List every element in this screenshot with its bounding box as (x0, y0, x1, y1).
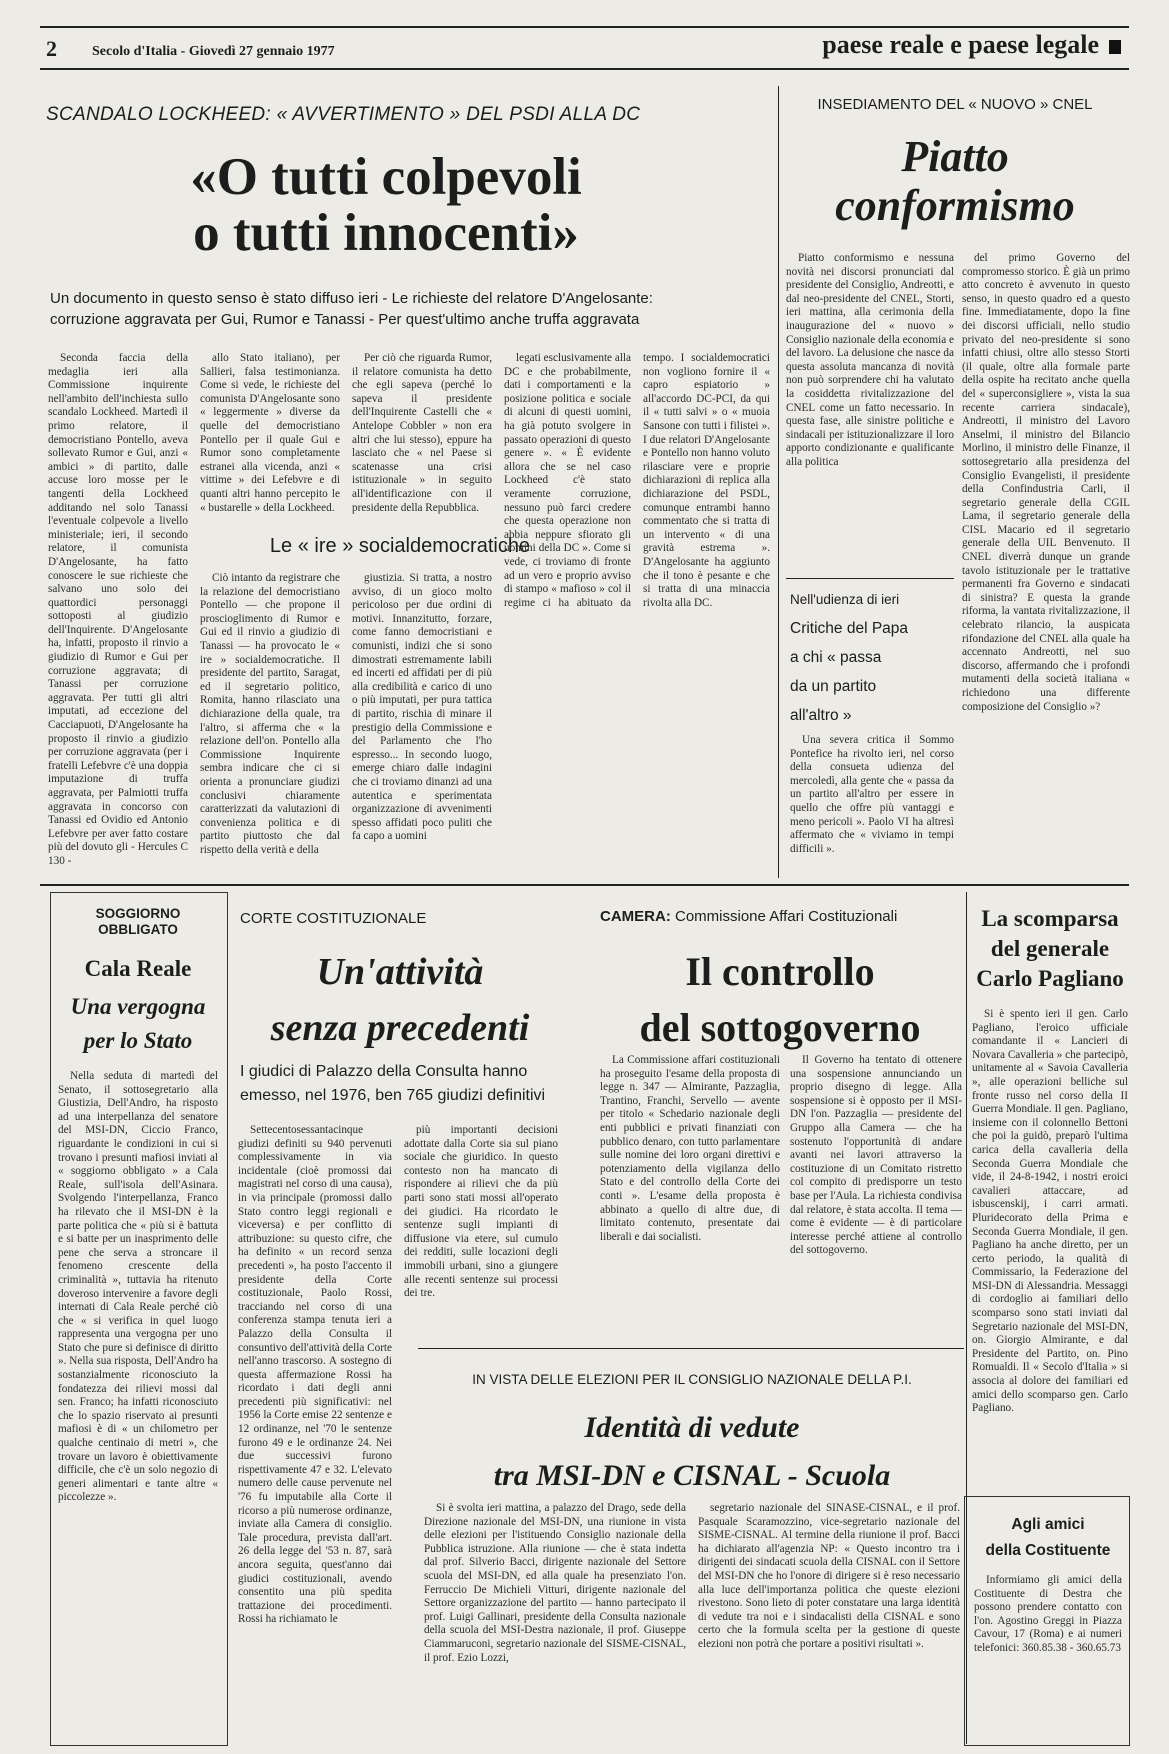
scuola-column-2 (698, 1502, 960, 1746)
cnel-headline-line1: Piatto (901, 132, 1009, 181)
pagliano-title-line2: del generale (990, 936, 1110, 961)
corte-subhead-line2: emesso, nel 1976, ben 765 giudizi definitivi (240, 1087, 546, 1104)
cala-reale-body (58, 1070, 218, 1734)
corte-subhead-line1: I giudici di Palazzo della Consulta hanno (240, 1063, 528, 1080)
papa-top-rule (786, 578, 954, 579)
middle-rule (40, 884, 1129, 886)
corte-column-2-text: più importanti decisioni adottate dalla Corte sia sul piano sociale che giuridico. In questo contesto non ha mancato di rispondere ai rilievi che da più parti sono stati mossi all'operato dei giudici. Ha ricordato le sentenze sugli impianti di diffusione via etere, sul cumulo dei redditi, sulle locazioni degli immobili urbani, sino a giungere alle recenti sentenze sui processi dei tre. (404, 1124, 558, 1300)
papa-title-line2: a chi « passa (790, 649, 882, 666)
lockheed-headline (46, 150, 726, 261)
cala-reale-kicker (54, 906, 222, 938)
scuola-column-1-text: Si è svolta ieri mattina, a palazzo del Drago, sede della Direzione nazionale del MSI-DN, una riunione in vista delle elezioni per l'istituendo Consiglio nazionale della Pubblica istruzione. Alla riunione — che è stata indetta dal prof. Silverio Bacci, dirigente nazionale del Settore scuola del MSI-DN, ed alla quale ha presenziato l'on. Ferruccio De Michieli Vitturi, dirigente nazionale del Settore organizzazione del partito — hanno partecipato il prof. Luigi Gallinari, presidente della Consulta nazionale della scuola del MSI-Destra nazionale, il prof. Giuseppe Ciammaruconi, segretario nazionale del SISME-CISNAL, il prof. Ezio Lozzi, (424, 1502, 686, 1664)
lockheed-column-1-text: Seconda faccia della medaglia ieri alla Commissione inquirente nell'ambito dell'inchiesta sullo scandalo Lockheed. Martedì il primo relatore, il democristiano Pontello, aveva sollevato Rumor e Gui, anzi « ambici » di partito, dalle accuse loro mosse per le tangenti della Lockheed additando nel solo Tanassi l'eventuale colpevole a livello ministeriale; ieri, il secondo relatore, il comunista D'Angelosante, ha fatto conoscere le sue richieste che salvano uno solo dei quattordici personaggi sottoposti al giudizio dell'Inquirente. D'Angelosante ha, infatti, proposto il rinvio a giudizio di Rumor e Gui per corruzione aggravata; di Tanassi per corruzione aggravata. Per tutti gli altri imputati, ad eccezione del Cacciapuoti, D'Angelosante ha proposto il rinvio a giudizio per corruzione aggravata (per i fratelli Lefebvre c'è una doppia imputazione di truffa aggravata, per Palmiotti truffa aggravata in concorso con Tanassi ed Ovidio ed Antonio Lefebvre per aver fatto costare più del dovuto gli - Hercules C 130 - (48, 352, 188, 867)
corte-headline (240, 944, 560, 1056)
papa-body-text: Una severa critica il Sommo Pontefice ha rivolto ieri, nel corso della consueta udienza del mercoledì, alla gente che « passa da un partito all'altro per essere in quello che offre più vantaggi e meno pericoli ». Paolo VI ha altresì affermato che « viviamo in tempi difficili ». (790, 734, 954, 855)
costituente-title-line2: della Costituente (985, 1542, 1111, 1559)
papa-kicker: Nell'udienza di ieri (790, 592, 900, 607)
camera-kicker-label: CAMERA: (600, 908, 671, 925)
scuola-kicker: IN VISTA DELLE ELEZIONI PER IL CONSIGLIO NAZIONALE DELLA P.I. (472, 1372, 912, 1387)
camera-column-1-text: La Commissione affari costituzionali ha proseguito l'esame della proposta di legge n. 347 — Almirante, Pazzaglia, Trantino, Franchi, Servello — avente per titolo « Schedario nazionale degli enti pubblici e privati finanziati con pubblico denaro, con tutto parlamentare sulle nomine dei loro organi direttivi e potenziamento della vigilanza dello Stato e del controllo della Corte dei conti ». L'esame della proposta è abbinato a quello di altre due, di limitato contenuto, presentate dai liberali e dai socialisti. (600, 1054, 780, 1243)
scuola-top-rule (418, 1348, 964, 1349)
section-title-text: paese reale e paese legale (822, 30, 1099, 59)
section-square-icon (1109, 40, 1121, 54)
pagliano-title (970, 904, 1130, 994)
lockheed-column-2b (200, 572, 340, 872)
camera-column-1 (600, 1054, 780, 1340)
cnel-column-2-text: del primo Governo del compromesso storico. È già un primo atto concreto è avvenuto in questo senso, in questo quadro ed a questo fine. Immediatamente, dopo la fine dei discorsi ufficiali, nello studio privato del neo-presidente si sono infatti chiusi, oltre allo stesso Storti (il quale, oltre alla formale parte della ospite ha recitato anche quella del « superconsigliere », vista la sua recente carriera sindacale), Andreotti, il ministro del Lavoro Anselmi, il ministro del Bilancio Morlino, il ministro delle Finanze, il sottosegretario alla presidenza del Consiglio Evangelisti, il presidente della Confindustria Carli, il segretario generale della CGIL Lama, il segretario generale della CISL Macario ed il segretario generale della UIL Benvenuto. Il CNEL diverrà dunque un grande tavolo istituzionale per le trattative permanenti fra Governo e sindacati di sinistra? E questa la grande riforma, la vantata rivitalizzazione, il celebrato rilancio, la auspicata rifondazione del CNEL alla quale ha accennato Andreotti, nel suo discorso, affermando che i profondi mutamenti della società italiana « richiedono una differente composizione del Consiglio »? (962, 252, 1130, 713)
cnel-headline (780, 132, 1130, 231)
top-rule (40, 26, 1129, 28)
costituente-title (970, 1512, 1126, 1564)
lockheed-column-4-text: legati esclusivamente alla DC e che probabilmente, dati i comportamenti e la posizione politica e sociale di alcuni di questi uomini, ha già potuto svolgere in passato operazioni di questo genere ». « È evidente allora che se nel caso Lockheed c'è stato veramente corruzione, nessuno può farci credere che questa operazione non abbia neppure sfiorato gli uomini della DC ». Come si vede, ci troviamo di fronte ad un vero e proprio avviso di stampo « mafioso » col il regime ci ha abituato da tempo. I socialdemocratici non vogliono fornire il « capro espiatorio » all'accordo DC-PCI, da qui il « tutti salvi » o « muoia Sansone con tutti i filistei ». I due relatori D'Angelosante e Pontello non hanno voluto rilasciare vere e proprie dichiarazioni di replica alla dichiarazione del PSDL, comunque entrambi hanno commentato che si tratta di un intervento « di una gravità estrema ». D'Angelosante ha aggiunto che il tono è pesante e che si tratta di una minaccia rivolta alla DC. (504, 352, 770, 609)
corte-column-1-text: Settecentosessantacinque giudizi definiti su 940 pervenuti complessivamente in via incidentale (cioè promossi dai magistrati nel corso di una causa), in via principale (promossi dallo Stato contro leggi regionali e viceversa) e per conflitto di attribuzione: su questo cifre, che ha definito « un record senza precedenti », ha posto l'accento il presidente della Corte costituzionale, Paolo Rossi, tracciando nel corso di una conferenza stampa tenuta ieri a Palazzo della Consulta il consuntivo dell'attività della Corte nell'anno trascorso. A sostegno di questa affermazione Rossi ha ricordato i dati degli anni precedenti più significativi: nel 1956 la Corte emise 22 sentenze e 12 ordinanze, nel '70 le sentenze furono 49 e le ordinanze 24. Nei due successivi furono rispettivamente 47 e 32. L'elevato numero delle cause pervenute nel '76 fu imputabile alla Corte il ricorso a più numerose ordinanze, inviate alla Camera di consiglio. Tale procedura, prevista dall'art. 26 della legge del '53 n. 87, sarà ancora seguita, quest'anno dai giudici costituzionali, avendo consentito una più spedita trattazione dei procedimenti. Rossi ha richiamato le (238, 1124, 392, 1626)
lockheed-column-3b (352, 572, 492, 872)
cala-reale-subtitle-line1: Una vergogna (70, 994, 206, 1019)
papa-title-line1: Critiche del Papa (790, 620, 909, 637)
papa-title-line4: all'altro » (790, 707, 852, 724)
lockheed-column-3a (352, 352, 492, 530)
lockheed-subsection-title: Le « ire » socialdemocratiche (269, 535, 531, 557)
scuola-column-2-text: segretario nazionale del SINASE-CISNAL, e il prof. Pasquale Scaramozzino, vice-segretario nazionale del SISME-CISNAL. Al termine della riunione il prof. Bacci ha dichiarato all'agenzia NP: « Questo incontro tra i dirigenti dei sindacati scuola della CISNAL con il Settore del MSI-DN che ho l'onore di dirigere si è reso necessario alla luce dell'importanza politica che queste elezioni rivestono. Sono lieto di poter constatare una larga identità di vedute tra noi e i sindacalisti della CISNAL e sono certo che la formula scelta per la gestione di queste elezioni non potrà che portare a positivi risultati ». (698, 1502, 960, 1650)
cnel-column-1 (786, 252, 954, 572)
page-number: 2 (46, 36, 57, 61)
papa-title-line3: da un partito (790, 678, 877, 695)
scuola-headline-line1: Identità di vedute (584, 1411, 800, 1444)
lockheed-column-2a (200, 352, 340, 530)
corte-column-2 (404, 1124, 558, 1336)
camera-headline-line1: Il controllo (685, 949, 875, 994)
pagliano-body (972, 1008, 1128, 1484)
cala-reale-kicker-line2: OBBLIGATO (98, 922, 178, 937)
costituente-body (974, 1574, 1122, 1734)
camera-headline-line2: del sottogoverno (639, 1005, 921, 1050)
lockheed-column-2a-text: allo Stato italiano), per Sallieri, falsa testimonianza. Come si vede, le richieste del comunista D'Angelosante sono « leggermente » diverse da quelle del democristiano Pontello per il quale Gui e Rumor sono completamente estranei alla vicenda, anzi « vittime » dei Lefebvre e di quanti altri hanno percepito le « bustarelle » della Lockheed. (200, 352, 340, 514)
corte-kicker: CORTE COSTITUZIONALE (240, 910, 427, 927)
section-title (822, 30, 1121, 60)
pagliano-body-text: Si è spento ieri il gen. Carlo Pagliano, l'eroico ufficiale comandante il « Lancieri di Novara Cavalleria » che partecipò, unitamente al « Savoia Cavalleria », alle operazioni belliche sul fronte russo nel corso della II Guerra Mondiale. Il gen. Pagliano, insieme con il colonnello Bettoni che poi la guidò, preparò l'ultima carica della cavalleria della Seconda Guerra Mondiale che vide, il 24-8-1942, i nostri eroici cavalieri attaccare, ad isbuscenskij, i carri armati. Pluridecorato della Prima e Seconda Guerra Mondiale, il gen. Pagliano ha anche diretto, per un certo periodo, la qualità di Commissario, la Federazione del MSI-DN di Alessandria. Messaggi di cordoglio ai familiari dello scomparso sono stati inviati dal Segretario nazionale del MSI-DN, on. Giorgio Almirante, e dal Presidente del Partito, on. Pino Romualdi. Il « Secolo d'Italia » si associa al dolore dei familiari ed amici dello scomparso gen. Carlo Pagliano. (972, 1008, 1128, 1415)
cnel-column-1-text: Piatto conformismo e nessuna novità nei discorsi pronunciati dal presidente del Consiglio, Andreotti, e dal neo-presidente del CNEL, Storti, ieri mattina, alla cerimonia della inaugurazione del « nuovo » Consiglio nazionale della economia e del lavoro. La delusione che nasce da questa assoluta mancanza di novità non può sorprendere chi ha valutato la cosiddetta rivitalizzazione del CNEL come un fatto necessario. In questa fase, alle sinistre politiche e sindacali per istituzionalizzare il loro apporto condizionante e qualificante alla politica (786, 252, 954, 468)
newspaper-dateline: Secolo d'Italia - Giovedì 27 gennaio 1977 (92, 44, 335, 59)
lockheed-column-2b-text: Ciò intanto da registrare che la relazione del democristiano Pontello — che propone il proscioglimento di Rumor e Gui ed il rinvio a giudizio di Tanassi — ha provocato le « ire » socialdemocratiche. Il presidente del partito, Saragat, ed il segretario politico, Romita, hanno rilasciato una dichiarazione della quale, tra l'altro, si afferma che « la relazione dell'on. Pontello alla Commissione Inquirente sembra indicare che ci si orienta a pronunciare giudizi conclusivi chiaramente caratterizzati da valutazioni di convenienza politica e di partito piuttosto che dal rispetto della verità e della (200, 572, 340, 856)
lockheed-column-3b-text: giustizia. Si tratta, a nostro avviso, di un gioco molto pericoloso per due ordini di motivi. Innanzitutto, forzare, come fanno democristiani e comunisti, indizi che si sono dimostrati estremamente labili ed incerti ed affidati per di più alla credibilità e carico di uno o più imputati, per pura tattica di partito, rischia di minare il prestigio della Commissione e del Parlamento che l'ho espresso... In secondo luogo, emerge chiaro dalle indagini che ci troviamo dinanzi ad una autentica e sperimentata organizzazione di avvenimenti spesso affidati poco puliti che fa capo a uomini (352, 572, 492, 843)
corte-subhead (240, 1060, 560, 1108)
cala-reale-subtitle (54, 990, 222, 1058)
cnel-kicker: INSEDIAMENTO DEL « NUOVO » CNEL (817, 96, 1093, 113)
lockheed-kicker: SCANDALO LOCKHEED: « AVVERTIMENTO » DEL PSDI ALLA DC (46, 104, 641, 125)
corte-headline-line2: senza precedenti (270, 1007, 530, 1049)
lockheed-column-3a-text: Per ciò che riguarda Rumor, il relatore comunista ha detto che egli sapeva (perché lo sapeva il presidente dell'Inquirente Castelli che « Antelope Cobbler » non era altri che lui stesso), eppure ha lasciato che « nel Paese si scatenasse una crisi istituzionale » in seguito all'identificazione con il presidente della Repubblica. (352, 352, 492, 514)
camera-kicker-rest: Commissione Affari Costituzionali (675, 908, 898, 925)
cala-reale-kicker-line1: SOGGIORNO (95, 906, 181, 921)
lockheed-subhead (50, 288, 770, 330)
costituente-body-text: Informiamo gli amici della Costituente di Destra che possono prendere contatto con l'on. Agostino Greggi in Piazza Cavour, 17 (Roma) e ai numeri telefonici: 360.85.38 - 360.65.73 (974, 1574, 1122, 1654)
camera-kicker (600, 908, 960, 925)
masthead-rule (40, 68, 1129, 70)
cnel-headline-line2: conformismo (835, 181, 1075, 231)
lockheed-headline-line1: «O tutti colpevoli (190, 148, 582, 206)
cala-reale-body-text: Nella seduta di martedì del Senato, il sottosegretario alla Giustizia, Dell'Andro, ha risposto ad una interpellanza del senatore del MSI-DN, Ciccio Franco, riguardante le condizioni in cui si trovano i presunti mafiosi inviati al « soggiorno obbligato » a Cala Reale, sull'isola dell'Asinara. Svolgendo l'interpellanza, Franco ha rilevato che il MSI-DN è la parte politica che « più si è battuta e si batte per un inasprimento delle pene che serva a stroncare il fenomeno crescente della criminalità », tuttavia ha ritenuto doveroso intervenire a favore degli internati di Cala Reale perché ciò che « si verifica in quel luogo rappresenta una vergogna per uno Stato che pure si definisce di diritto ». Nella sua risposta, Dell'Andro ha sostanzialmente riconosciuto la fondatezza dei rilievi mossi dal sen. Franco; ha infatti riconosciuto che lo spazio riservato ai presunti mafiosi è di « un chilometro per qualche centinaio di metri », che trovare un lavoro è obiettivamente difficile, che c'è un solo negozio di generi alimentari e tante altre « piccolezze ». (58, 1070, 218, 1504)
cala-reale-title: Cala Reale (84, 956, 192, 981)
scuola-headline (420, 1404, 964, 1500)
corte-headline-line1: Un'attività (316, 951, 484, 993)
scuola-column-1 (424, 1502, 686, 1746)
lockheed-subhead-line1: Un documento in questo senso è stato diffuso ieri - Le richieste del relatore D'Angelosante: (50, 290, 653, 307)
cnel-column-2 (962, 252, 1130, 878)
camera-column-2-text: Il Governo ha tentato di ottenere una sospensione annunciando un proprio disegno di legge. Alla sospensione si è opposto per il MSI-DN l'on. Pazzaglia — presidente del Gruppo alla Camera — che ha sostenuto l'opportunità di andare avanti nei lavori attraverso la costituzione di un Comitato ristretto col compito di predisporre un testo base per l'Aula. La richiesta condivisa dal relatore, è stata accolta. Il tema — come è evidente — è di particolare interesse perché attiene al controllo del sottogoverno. (790, 1054, 962, 1257)
corte-column-1 (238, 1124, 392, 1750)
pagliano-title-line1: La scomparsa (981, 906, 1119, 931)
camera-headline (600, 944, 960, 1056)
papa-title (790, 614, 954, 730)
lockheed-column-4 (504, 352, 770, 872)
scuola-headline-line2: tra MSI-DN e CISNAL - Scuola (493, 1459, 891, 1492)
costituente-title-line1: Agli amici (1011, 1516, 1085, 1533)
pagliano-title-line3: Carlo Pagliano (976, 966, 1124, 991)
camera-column-2 (790, 1054, 962, 1340)
lockheed-column-1 (48, 352, 188, 872)
lockheed-headline-line2: o tutti innocenti» (193, 203, 579, 262)
papa-body (790, 734, 954, 874)
lockheed-subhead-line2: corruzione aggravata per Gui, Rumor e Tanassi - Per quest'ultimo anche truffa aggravata (50, 311, 640, 328)
lockheed-cnel-divider (778, 86, 779, 878)
cala-reale-subtitle-line2: per lo Stato (83, 1028, 193, 1053)
